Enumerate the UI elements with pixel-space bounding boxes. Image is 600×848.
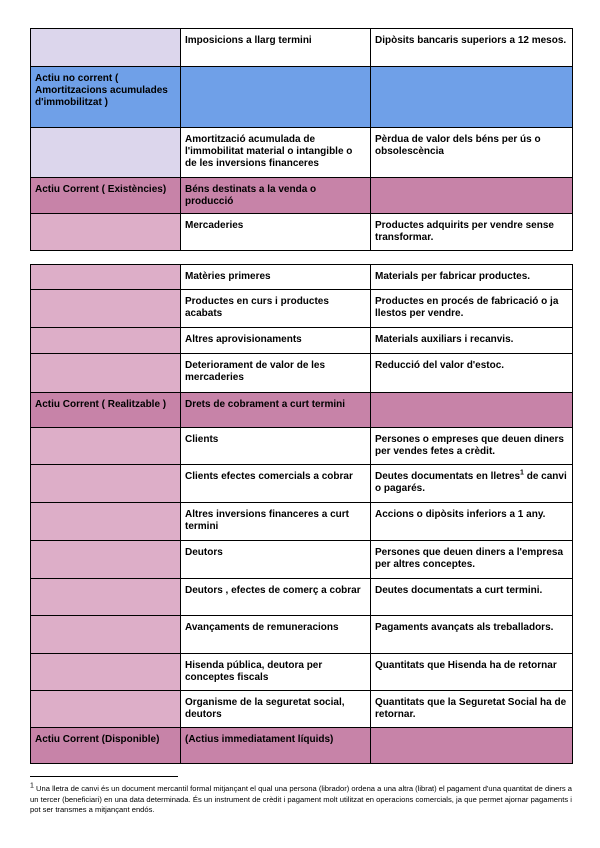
description-text: Deutes documentats en lletres xyxy=(375,471,521,482)
table-row xyxy=(31,616,573,654)
category-cell xyxy=(31,654,181,691)
account-cell: Productes en curs i productes acabats xyxy=(181,290,371,328)
description-cell: Quantitats que la Seguretat Social ha de retornar. xyxy=(371,691,573,728)
description-cell: Persones que deuen diners a l'empresa per altres conceptes. xyxy=(371,541,573,579)
table-row xyxy=(31,128,573,178)
account-cell: Deutors , efectes de comerç a cobrar xyxy=(181,579,371,616)
account-cell: Avançaments de remuneracions xyxy=(181,616,371,654)
category-cell xyxy=(31,265,181,290)
description-cell xyxy=(371,465,573,503)
table-row xyxy=(31,691,573,728)
description-cell xyxy=(371,178,573,214)
category-cell xyxy=(31,503,181,541)
category-cell xyxy=(31,290,181,328)
account-cell: Mercaderies xyxy=(181,214,371,251)
footnote-text: Una lletra de canvi és un document mercantil formal mitjançant el qual una persona (librador) ordena a una altra (librat) el pagament d'una quantitat de diners a un tercer (beneficiari) en una data determinada. És un instrument de crèdit i pagament molt utilitzat en operacions comercials, ja que permet ajornar pagaments i pot ser transmes a mitjançant endós. xyxy=(30,784,572,814)
description-cell: Quantitats que Hisenda ha de retornar xyxy=(371,654,573,691)
footnote xyxy=(30,784,572,816)
description-cell: Materials auxiliars i recanvis. xyxy=(371,328,573,354)
accounts-table-1 xyxy=(30,28,573,251)
table-row xyxy=(31,393,573,428)
account-cell: Clients efectes comercials a cobrar xyxy=(181,465,371,503)
description-cell: Accions o dipòsits inferiors a 1 any. xyxy=(371,503,573,541)
table-row xyxy=(31,67,573,128)
table-row xyxy=(31,541,573,579)
table-row xyxy=(31,654,573,691)
account-cell: Matèries primeres xyxy=(181,265,371,290)
account-cell: Clients xyxy=(181,428,371,465)
category-cell: Actiu no corrent ( Amortitzacions acumulades d'immobilitzat ) xyxy=(31,67,181,128)
footnote-ref: 1 xyxy=(520,469,524,477)
description-cell: Pagaments avançats als treballadors. xyxy=(371,616,573,654)
account-cell: Imposicions a llarg termini xyxy=(181,29,371,67)
account-cell: Deutors xyxy=(181,541,371,579)
table-row xyxy=(31,29,573,67)
category-cell xyxy=(31,616,181,654)
description-cell xyxy=(371,393,573,428)
description-cell: Productes adquirits per vendre sense transformar. xyxy=(371,214,573,251)
category-cell xyxy=(31,428,181,465)
table-row xyxy=(31,328,573,354)
category-cell xyxy=(31,328,181,354)
category-cell: Actiu Corrent ( Realitzable ) xyxy=(31,393,181,428)
table-row xyxy=(31,503,573,541)
category-cell xyxy=(31,465,181,503)
description-cell: Productes en procés de fabricació o ja llestos per vendre. xyxy=(371,290,573,328)
account-cell: Hisenda pública, deutora per conceptes fiscals xyxy=(181,654,371,691)
description-text-end: de canvi o pagarés. xyxy=(375,471,567,494)
account-cell: Drets de cobrament a curt termini xyxy=(181,393,371,428)
table-row xyxy=(31,579,573,616)
table-row xyxy=(31,178,573,214)
category-cell: Actiu Corrent ( Existències) xyxy=(31,178,181,214)
account-cell: Altres aprovisionaments xyxy=(181,328,371,354)
table-row xyxy=(31,728,573,764)
account-cell xyxy=(181,67,371,128)
category-cell xyxy=(31,691,181,728)
table-row xyxy=(31,354,573,393)
table-row xyxy=(31,465,573,503)
category-cell: Actiu Corrent (Disponible) xyxy=(31,728,181,764)
description-cell: Materials per fabricar productes. xyxy=(371,265,573,290)
description-cell: Reducció del valor d'estoc. xyxy=(371,354,573,393)
account-cell: (Actius immediatament líquids) xyxy=(181,728,371,764)
footnote-marker: 1 xyxy=(30,782,34,790)
footnote-separator xyxy=(30,776,178,777)
category-cell xyxy=(31,128,181,178)
account-cell: Organisme de la seguretat social, deutors xyxy=(181,691,371,728)
category-cell xyxy=(31,214,181,251)
description-cell: Dipòsits bancaris superiors a 12 mesos. xyxy=(371,29,573,67)
description-cell xyxy=(371,67,573,128)
account-cell: Altres inversions financeres a curt termini xyxy=(181,503,371,541)
category-cell xyxy=(31,541,181,579)
account-cell: Amortització acumulada de l'immobilitat material o intangible o de les inversions financeres xyxy=(181,128,371,178)
description-cell: Pèrdua de valor dels béns per ús o obsolescència xyxy=(371,128,573,178)
table-row xyxy=(31,428,573,465)
table-row xyxy=(31,290,573,328)
description-cell: Persones o empreses que deuen diners per vendes fetes a crèdit. xyxy=(371,428,573,465)
table-row xyxy=(31,214,573,251)
table-row xyxy=(31,265,573,290)
account-cell: Béns destinats a la venda o producció xyxy=(181,178,371,214)
account-cell: Deteriorament de valor de les mercaderies xyxy=(181,354,371,393)
category-cell xyxy=(31,354,181,393)
category-cell xyxy=(31,29,181,67)
category-cell xyxy=(31,579,181,616)
description-cell xyxy=(371,728,573,764)
description-cell: Deutes documentats a curt termini. xyxy=(371,579,573,616)
accounts-table-2 xyxy=(30,264,573,764)
